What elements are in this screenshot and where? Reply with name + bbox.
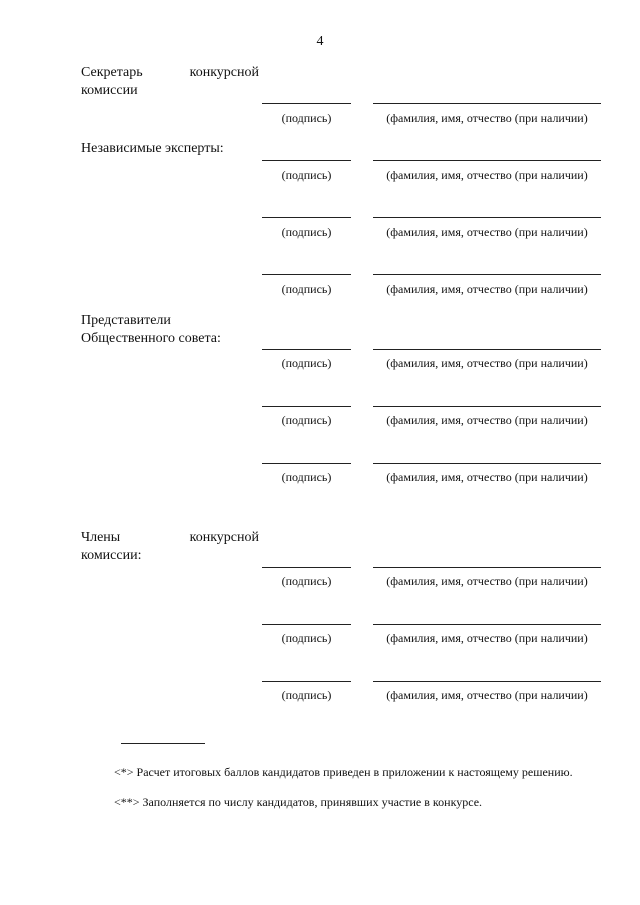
member-name-line: [373, 681, 601, 682]
secretary-label-word1: Секретарь: [81, 65, 143, 80]
secretary-name-line: [373, 103, 601, 104]
member-signature-line: [262, 624, 351, 625]
full-name-caption: (фамилия, имя, отчество (при наличии): [386, 413, 588, 427]
signature-caption: (подпись): [281, 631, 332, 645]
signature-caption: (подпись): [281, 574, 332, 588]
full-name-caption: (фамилия, имя, отчество (при наличии): [386, 111, 588, 125]
member-name-line: [373, 567, 601, 568]
signature-caption: (подпись): [281, 688, 332, 702]
secretary-signature-line: [262, 103, 351, 104]
full-name-caption: (фамилия, имя, отчество (при наличии): [386, 470, 588, 484]
council-name-line: [373, 463, 601, 464]
signature-caption: (подпись): [281, 168, 332, 182]
full-name-caption: (фамилия, имя, отчество (при наличии): [386, 282, 588, 296]
council-name-line: [373, 349, 601, 350]
signature-caption: (подпись): [281, 225, 332, 239]
member-signature-line: [262, 681, 351, 682]
members-label-word1: Члены: [81, 530, 121, 545]
council-name-line: [373, 406, 601, 407]
members-label: [81, 529, 259, 565]
full-name-caption: (фамилия, имя, отчество (при наличии): [386, 631, 588, 645]
expert-signature-line: [262, 217, 351, 218]
signature-caption: (подпись): [281, 282, 332, 296]
expert-name-line: [373, 274, 601, 275]
secretary-label-word2: конкурсной: [189, 65, 259, 80]
council-signature-line: [262, 349, 351, 350]
council-signature-line: [262, 406, 351, 407]
member-signature-line: [262, 567, 351, 568]
footnote-1: <*> Расчет итоговых баллов кандидатов приведен в приложении к настоящему решению.: [114, 765, 573, 779]
full-name-caption: (фамилия, имя, отчество (при наличии): [386, 356, 588, 370]
full-name-caption: (фамилия, имя, отчество (при наличии): [386, 688, 588, 702]
full-name-caption: (фамилия, имя, отчество (при наличии): [386, 168, 588, 182]
footnote-2: <**> Заполняется по числу кандидатов, принявших участие в конкурсе.: [114, 795, 483, 809]
expert-name-line: [373, 217, 601, 218]
members-label-word2: конкурсной: [189, 530, 259, 545]
signature-caption: (подпись): [281, 111, 332, 125]
council-signature-line: [262, 463, 351, 464]
signature-caption: (подпись): [281, 356, 332, 370]
experts-label: Независимые эксперты:: [81, 141, 224, 156]
signature-caption: (подпись): [281, 470, 332, 484]
full-name-caption: (фамилия, имя, отчество (при наличии): [386, 225, 588, 239]
public-council-label-line2: Общественного совета:: [81, 331, 221, 346]
page-number: 4: [316, 34, 324, 49]
expert-name-line: [373, 160, 601, 161]
signature-caption: (подпись): [281, 413, 332, 427]
footnote-separator: [121, 743, 205, 744]
full-name-caption: (фамилия, имя, отчество (при наличии): [386, 574, 588, 588]
member-name-line: [373, 624, 601, 625]
expert-signature-line: [262, 274, 351, 275]
expert-signature-line: [262, 160, 351, 161]
secretary-label: [81, 64, 259, 100]
public-council-label-line1: Представители: [81, 313, 171, 328]
members-label-line2: комиссии:: [81, 548, 142, 563]
public-council-label: [81, 312, 221, 348]
secretary-label-line2: комиссии: [81, 83, 138, 98]
